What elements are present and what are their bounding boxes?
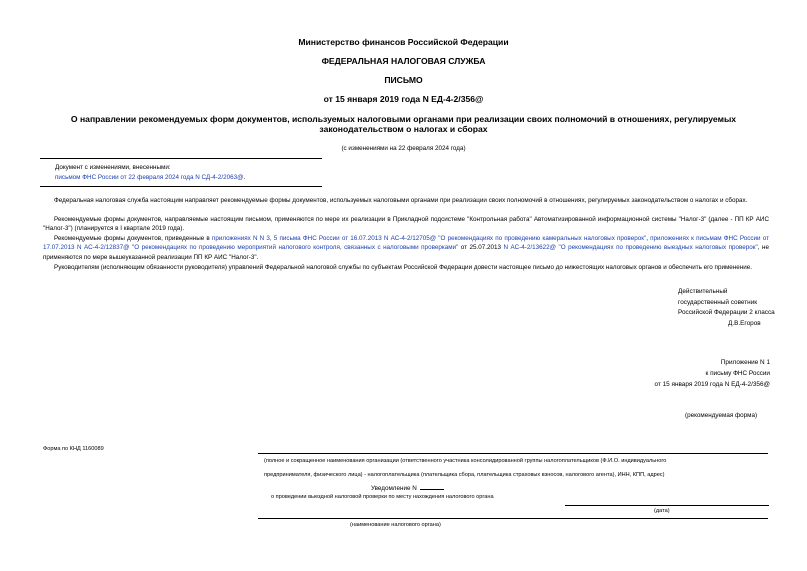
- signature-block: [678, 287, 775, 329]
- paragraph-4: [43, 263, 769, 272]
- link-appendices-3-5[interactable]: приложениях N N 3, 5: [211, 235, 278, 242]
- recommended-form-note: (рекомендуемая форма): [685, 412, 758, 419]
- appendix-line-1: Приложение N 1: [720, 359, 770, 366]
- paragraph-2: [43, 215, 769, 234]
- changes-dot: .: [243, 174, 246, 181]
- appendix-line-3: от 15 января 2019 года N ЕД-4-2/356@: [654, 381, 770, 388]
- doc-date-number: от 15 января 2019 года N ЕД-4-2/356@: [323, 94, 484, 104]
- service-title: ФЕДЕРАЛЬНАЯ НАЛОГОВАЯ СЛУЖБА: [321, 56, 486, 66]
- paragraph-1-text: Федеральная налоговая служба настоящим направляет рекомендуемые формы документов, используемых налоговыми органами при реализации своих полномочий в отношениях, регулируемых законодательством о налогах и сборах.: [54, 197, 748, 204]
- paragraph-3: [43, 234, 769, 262]
- signature-line-2: государственный советник: [678, 298, 758, 306]
- authority-line: [258, 518, 768, 519]
- paragraph-2-text: Рекомендуемые формы документов, направляемые настоящим письмом, применяются по мере их реализации в Прикладной подсистеме "Контрольная работа" Автоматизированной информационной системы "Налог-3" (далее - ПП КР АИС "Налог-3") (планируется в I квартале 2019 года).: [43, 216, 769, 233]
- changes-label: Документ с изменениями, внесенными:: [55, 164, 171, 171]
- link-letter-12705[interactable]: письма ФНС России от 16.07.2013 N АС-4-2/12705@ "О рекомендациях по проведению камеральных налоговых проверок": [279, 235, 647, 242]
- changes-bottom-rule: [40, 186, 322, 187]
- paragraph-3-start: Рекомендуемые формы документов, приведенные в: [54, 235, 212, 242]
- signature-line-3: Российской Федерации 2 класса: [678, 309, 775, 316]
- paragraph-3-sep: ,: [646, 235, 651, 242]
- org-caption-line-2: предпринимателя, физического лица) - налогоплательщика (плательщика сбора, плательщика страховых взносов, налогового агента), ИНН, КПП, адрес): [264, 471, 665, 478]
- signature-line-1: Действительный: [678, 288, 728, 295]
- amendments-note: (с изменениями на 22 февраля 2024 года): [341, 145, 466, 152]
- paragraph-3-mid: от 25.07.2013: [458, 244, 504, 252]
- signer-name: Д.В.Егоров: [728, 319, 761, 327]
- org-name-line: [258, 453, 768, 454]
- notice-number-field: [420, 483, 444, 490]
- org-caption-line-1: (полное и сокращенное наименования организации (ответственного участника консолидированной группы налогоплательщиков (Ф.И.О. индивидуального: [264, 458, 667, 464]
- org-caption: [264, 457, 769, 480]
- paragraph-4-text: Руководителям (исполняющим обязанности руководителя) управлений Федеральной налоговой службы по субъектам Российской Федерации довести настоящее письмо до нижестоящих налоговых органов и обеспечить его применение.: [54, 264, 753, 271]
- paragraph-3-end: , не применяются по мере вышеуказанной реализации ПП КР АИС "Налог-3".: [43, 244, 769, 261]
- subject-line-1: О направлении рекомендуемых форм документов, используемых налоговыми органами при реализации своих полномочий в отношениях, регулируемых: [70, 114, 737, 124]
- ministry-title: Министерство финансов Российской Федерации: [298, 37, 509, 47]
- notice-label: Уведомление N: [371, 485, 417, 492]
- paragraph-1: [43, 196, 769, 205]
- notice-subject: о проведении выездной налоговой проверки по месту нахождения налогового органа: [271, 494, 494, 500]
- doc-type: ПИСЬМО: [384, 75, 423, 85]
- changes-link[interactable]: письмом ФНС России от 22 февраля 2024 года N СД-4-2/2063@: [55, 174, 244, 181]
- appendix-line-2: к письму ФНС России: [705, 370, 770, 377]
- changes-entry: [55, 173, 245, 182]
- changes-top-rule: [40, 158, 322, 159]
- link-letter-12837[interactable]: приложениях к письмам ФНС России от 17.07.2013 N АС-4-2/12837@ "О рекомендациях по проведению мероприятий налогового контроля, связанных с налоговыми проверками": [43, 235, 769, 252]
- authority-caption: (наименование налогового органа): [350, 522, 441, 528]
- notice-number: [371, 483, 444, 493]
- subject-line-2: законодательством о налогах и сборах: [319, 124, 488, 134]
- appendix-block: [620, 357, 770, 390]
- link-letter-13622[interactable]: N АС-4-2/13622@ "О рекомендациях по проведению выездных налоговых проверок": [503, 244, 758, 252]
- date-caption: (дата): [654, 508, 670, 514]
- date-line: [565, 505, 769, 506]
- form-knd: Форма по КНД 1160089: [43, 446, 104, 452]
